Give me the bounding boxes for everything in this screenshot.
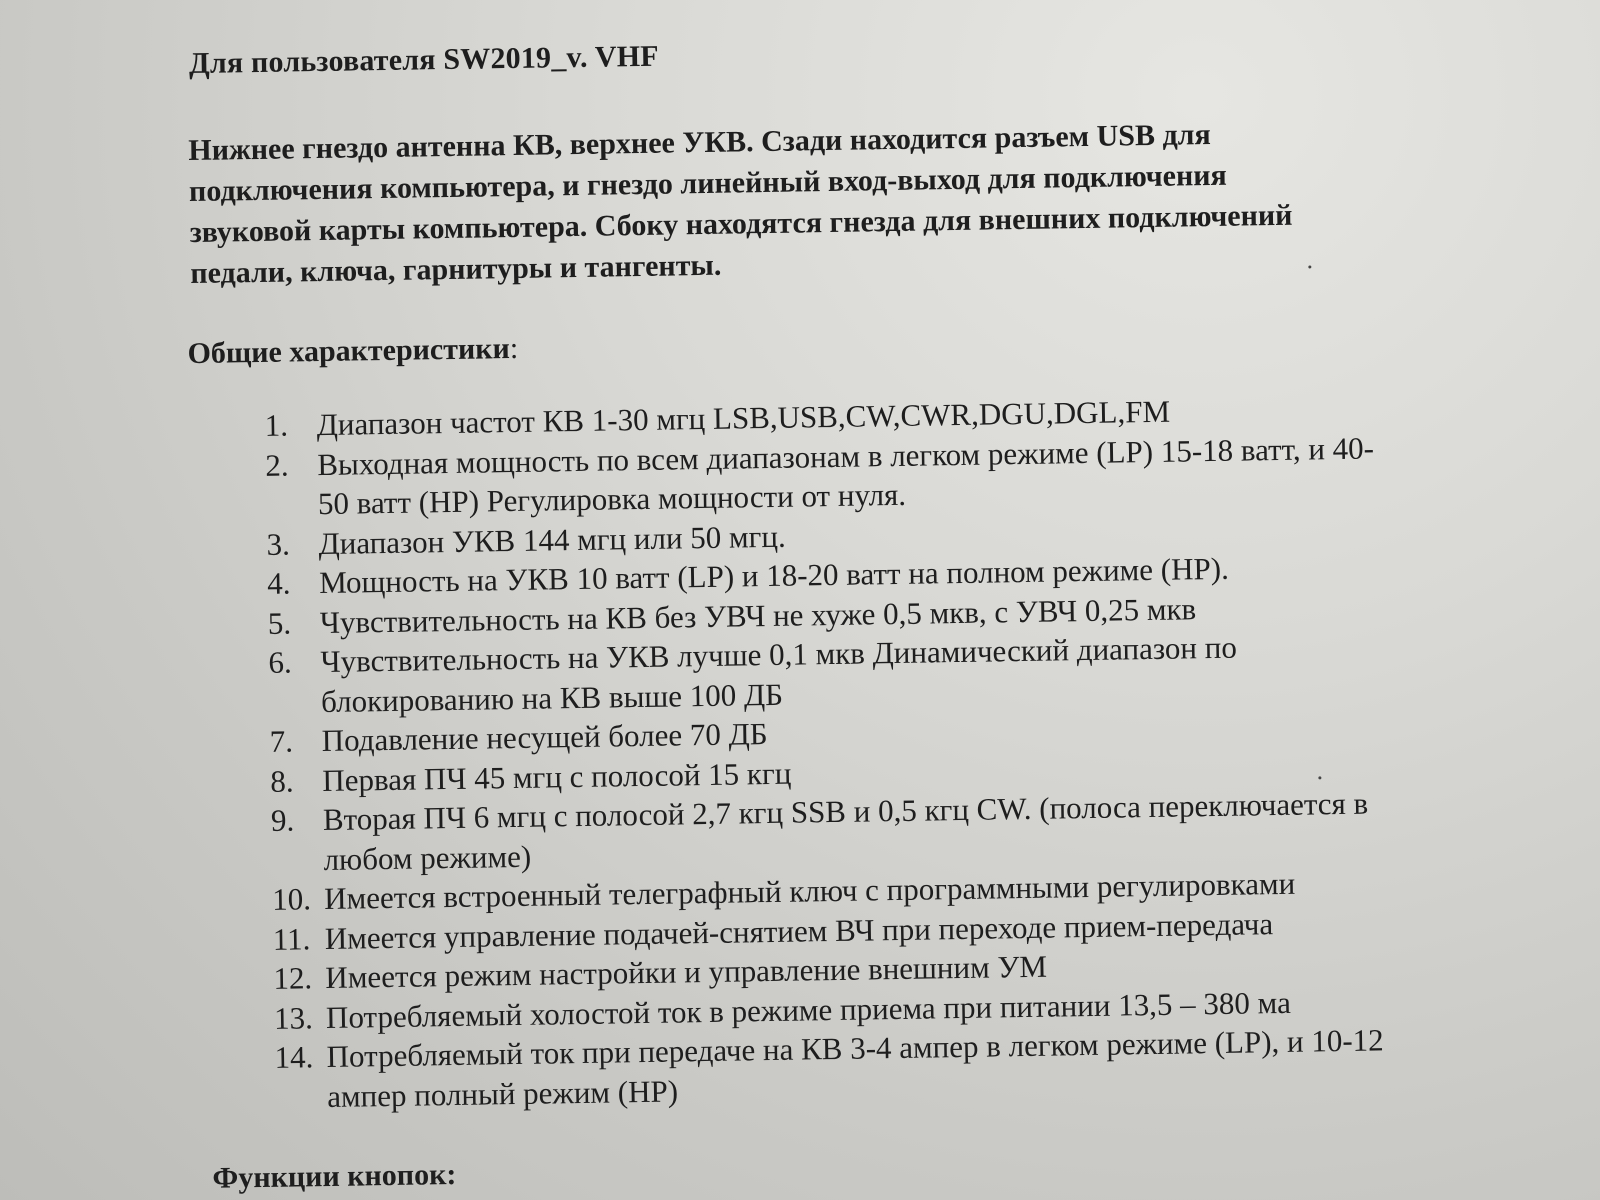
spec-number: 9. — [270, 802, 295, 838]
intro-line: звуковой карты компьютера. Сбоку находятся гнезда для внешних подключений — [189, 198, 1293, 250]
spec-line: Потребляемый ток при передаче на КВ 3-4 ампер в легком режиме (LP), и 10-12 — [326, 1022, 1384, 1074]
spec-line: Мощность на УКВ 10 ватт (LP) и 18-20 ватт на полном режиме (HP). — [318, 550, 1230, 601]
specs-list — [264, 386, 1525, 1117]
spec-number: 2. — [265, 447, 289, 483]
spec-line: Первая ПЧ 45 мгц с полосой 15 кгц — [322, 755, 792, 798]
spec-number: 12. — [273, 960, 313, 996]
spec-line: Чувствительность на УКВ лучше 0,1 мкв Динамический диапазон по — [320, 629, 1238, 680]
spec-line: 50 ватт (HP) Регулировка мощности от нуля. — [317, 476, 907, 522]
spec-number: 7. — [269, 723, 294, 759]
document-title: Для пользователя SW2019_v. VHF — [188, 39, 660, 81]
intro-line: педали, ключа, гарнитуры и тангенты. — [190, 248, 722, 291]
spec-line: Чувствительность на КВ без УВЧ не хуже 0,5 мкв, с УВЧ 0,25 мкв — [319, 590, 1197, 640]
spec-number: 14. — [274, 1039, 314, 1075]
specs-heading — [187, 332, 518, 371]
spec-line: Подавление несущей более 70 ДБ — [321, 716, 768, 759]
spec-line: любом режиме) — [323, 838, 532, 877]
spec-number: 6. — [268, 644, 292, 680]
spec-number: 11. — [272, 920, 311, 957]
paper-speck — [1308, 265, 1311, 268]
spec-line: блокированию на КВ выше 100 ДБ — [320, 676, 784, 719]
spec-line: Имеется режим настройки и управление внешним УМ — [325, 948, 1048, 996]
specs-heading-label: Общие характеристики — [187, 332, 511, 371]
intro-paragraph — [188, 110, 1470, 294]
spec-number: 3. — [266, 526, 291, 562]
spec-number: 8. — [270, 762, 294, 799]
intro-line: Нижнее гнездо антенна КВ, верхнее УКВ. Сзади находится разъем USB для — [188, 118, 1211, 168]
spec-line: Имеется встроенный телеграфный ключ с программными регулировками — [323, 865, 1296, 917]
spec-line: Диапазон УКВ 144 мгц или 50 мгц. — [318, 518, 786, 561]
spec-number: 1. — [264, 407, 289, 443]
spec-number: 4. — [266, 565, 291, 601]
buttons-heading: Функции кнопок: — [212, 1157, 457, 1195]
spec-line: Потребляемый холостой ток в режиме приема при питании 13,5 – 380 ма — [325, 984, 1292, 1035]
spec-number: 13. — [273, 999, 314, 1036]
spec-line: Выходная мощность по всем диапазонам в легком режиме (LP) 15-18 ватт, и 40- — [317, 429, 1375, 482]
spec-line: Диапазон частот КВ 1-30 мгц LSB,USB,CW,CWR,DGU,DGL,FM — [316, 393, 1171, 443]
spec-number: 10. — [271, 881, 312, 917]
spec-line: ампер полный режим (HP) — [326, 1072, 679, 1114]
spec-line: Вторая ПЧ 6 мгц с полосой 2,7 кгц SSB и 0,5 кгц CW. (полоса переключается в — [322, 785, 1369, 838]
spec-number: 5. — [267, 605, 292, 641]
specs-heading-colon: : — [509, 331, 519, 366]
spec-line: Имеется управление подачей-снятием ВЧ при переходе прием-передача — [324, 905, 1274, 956]
intro-line: подключения компьютера, и гнездо линейный вход-выход для подключения — [188, 158, 1227, 209]
paper-speck — [1318, 776, 1321, 779]
